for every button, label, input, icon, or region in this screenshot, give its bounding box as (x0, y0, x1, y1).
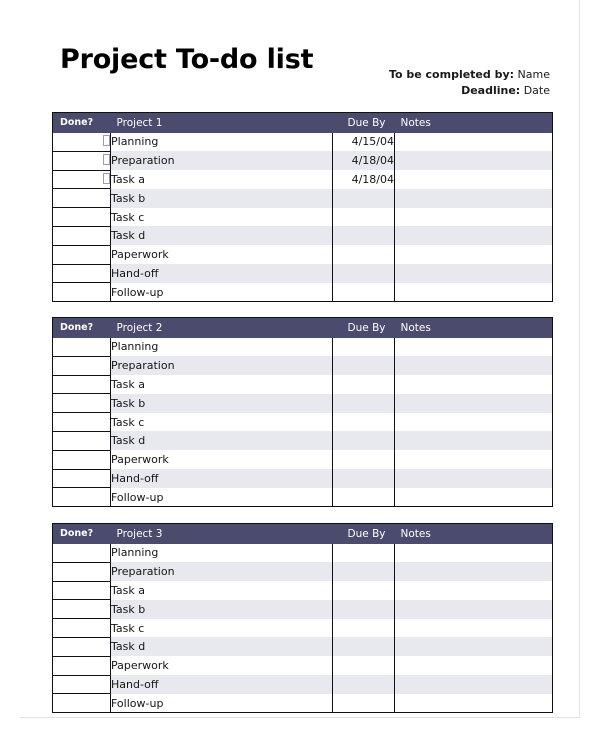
notes-cell[interactable] (395, 600, 553, 619)
done-checkbox-cell[interactable] (53, 133, 111, 152)
task-name-cell[interactable]: Preparation (111, 356, 333, 375)
notes-cell[interactable] (395, 450, 553, 469)
meta-value-completed-by: Name (517, 68, 550, 81)
due-date-cell[interactable] (333, 469, 395, 488)
column-header-done: Done? (53, 524, 111, 544)
done-checkbox-cell[interactable] (53, 694, 111, 713)
due-date-cell[interactable] (333, 375, 395, 394)
notes-cell[interactable] (395, 637, 553, 656)
due-date-cell[interactable] (333, 656, 395, 675)
task-name-cell[interactable]: Task a (111, 170, 333, 189)
done-checkbox-cell[interactable] (53, 356, 111, 375)
task-name-cell[interactable]: Task a (111, 581, 333, 600)
due-date-cell[interactable] (333, 338, 395, 357)
table-row (53, 226, 553, 245)
due-date-cell[interactable]: 4/18/04 (333, 170, 395, 189)
task-name-cell[interactable]: Task d (111, 431, 333, 450)
done-checkbox-cell[interactable] (53, 600, 111, 619)
table-row (53, 413, 553, 432)
done-checkbox-cell[interactable] (53, 562, 111, 581)
column-header-project: Project 1 (111, 113, 333, 133)
done-checkbox-cell[interactable] (53, 675, 111, 694)
notes-cell[interactable] (395, 619, 553, 638)
checkbox-placeholder-icon (103, 135, 110, 146)
table-row (53, 600, 553, 619)
todo-table (52, 317, 553, 507)
due-date-cell[interactable] (333, 283, 395, 302)
table-row (53, 133, 553, 152)
meta-label-completed-by: To be completed by: (388, 68, 515, 81)
done-checkbox-cell[interactable] (53, 450, 111, 469)
notes-cell[interactable] (395, 562, 553, 581)
table-row (53, 469, 553, 488)
table-row (53, 170, 553, 189)
notes-cell[interactable] (395, 283, 553, 302)
done-checkbox-cell[interactable] (53, 208, 111, 227)
page-sheet (20, 0, 580, 718)
task-name-cell[interactable]: Paperwork (111, 245, 333, 264)
due-date-cell[interactable]: 4/18/04 (333, 151, 395, 170)
column-header-project: Project 3 (111, 524, 333, 544)
notes-cell[interactable] (395, 356, 553, 375)
column-header-notes: Notes (395, 318, 553, 338)
due-date-cell[interactable] (333, 356, 395, 375)
notes-cell[interactable] (395, 469, 553, 488)
due-date-cell[interactable] (333, 562, 395, 581)
table-header-row (53, 318, 553, 338)
task-name-cell[interactable]: Planning (111, 133, 333, 152)
table-row (53, 694, 553, 713)
table-row (53, 189, 553, 208)
notes-cell[interactable] (395, 488, 553, 507)
due-date-cell[interactable] (333, 264, 395, 283)
page-title: Project To-do list (60, 44, 314, 75)
task-name-cell[interactable]: Preparation (111, 151, 333, 170)
table-row (53, 338, 553, 357)
task-name-cell[interactable]: Follow-up (111, 488, 333, 507)
task-name-cell[interactable]: Task c (111, 208, 333, 227)
task-name-cell[interactable]: Task b (111, 600, 333, 619)
done-checkbox-cell[interactable] (53, 226, 111, 245)
done-checkbox-cell[interactable] (53, 338, 111, 357)
table-row (53, 375, 553, 394)
meta-line-deadline (389, 83, 550, 99)
done-checkbox-cell[interactable] (53, 581, 111, 600)
document-header (20, 44, 580, 96)
task-name-cell[interactable]: Hand-off (111, 675, 333, 694)
done-checkbox-cell[interactable] (53, 469, 111, 488)
task-name-cell[interactable]: Paperwork (111, 656, 333, 675)
due-date-cell[interactable] (333, 637, 395, 656)
table-row (53, 245, 553, 264)
notes-cell[interactable] (395, 694, 553, 713)
due-date-cell[interactable] (333, 413, 395, 432)
notes-cell[interactable] (395, 189, 553, 208)
table-row (53, 264, 553, 283)
done-checkbox-cell[interactable] (53, 656, 111, 675)
done-checkbox-cell[interactable] (53, 394, 111, 413)
task-name-cell[interactable]: Task d (111, 637, 333, 656)
table-row (53, 356, 553, 375)
column-header-due-by: Due By (333, 113, 395, 133)
due-date-cell[interactable] (333, 619, 395, 638)
done-checkbox-cell[interactable] (53, 170, 111, 189)
done-checkbox-cell[interactable] (53, 413, 111, 432)
notes-cell[interactable] (395, 338, 553, 357)
task-name-cell[interactable]: Task a (111, 375, 333, 394)
column-header-due-by: Due By (333, 524, 395, 544)
done-checkbox-cell[interactable] (53, 245, 111, 264)
due-date-cell[interactable] (333, 431, 395, 450)
meta-value-deadline: Date (523, 84, 550, 97)
due-date-cell[interactable] (333, 694, 395, 713)
project-table-3 (52, 523, 552, 713)
due-date-cell[interactable] (333, 189, 395, 208)
column-header-notes: Notes (395, 524, 553, 544)
notes-cell[interactable] (395, 133, 553, 152)
notes-cell[interactable] (395, 431, 553, 450)
notes-cell[interactable] (395, 245, 553, 264)
done-checkbox-cell[interactable] (53, 151, 111, 170)
due-date-cell[interactable] (333, 450, 395, 469)
table-row (53, 151, 553, 170)
due-date-cell[interactable] (333, 245, 395, 264)
due-date-cell[interactable] (333, 544, 395, 563)
notes-cell[interactable] (395, 264, 553, 283)
table-row (53, 431, 553, 450)
task-name-cell[interactable]: Hand-off (111, 264, 333, 283)
notes-cell[interactable] (395, 375, 553, 394)
meta-label-deadline: Deadline: (461, 84, 521, 97)
task-name-cell[interactable]: Planning (111, 338, 333, 357)
due-date-cell[interactable] (333, 394, 395, 413)
column-header-project: Project 2 (111, 318, 333, 338)
task-name-cell[interactable]: Paperwork (111, 450, 333, 469)
done-checkbox-cell[interactable] (53, 637, 111, 656)
due-date-cell[interactable] (333, 488, 395, 507)
column-header-done: Done? (53, 318, 111, 338)
done-checkbox-cell[interactable] (53, 431, 111, 450)
task-name-cell[interactable]: Task b (111, 394, 333, 413)
notes-cell[interactable] (395, 394, 553, 413)
table-row (53, 637, 553, 656)
task-name-cell[interactable]: Preparation (111, 562, 333, 581)
column-header-done: Done? (53, 113, 111, 133)
table-row (53, 488, 553, 507)
notes-cell[interactable] (395, 151, 553, 170)
task-name-cell[interactable]: Task d (111, 226, 333, 245)
notes-cell[interactable] (395, 544, 553, 563)
table-header-row (53, 524, 553, 544)
done-checkbox-cell[interactable] (53, 544, 111, 563)
table-row (53, 544, 553, 563)
table-row (53, 283, 553, 302)
done-checkbox-cell[interactable] (53, 189, 111, 208)
column-header-notes: Notes (395, 113, 553, 133)
due-date-cell[interactable] (333, 208, 395, 227)
notes-cell[interactable] (395, 226, 553, 245)
due-date-cell[interactable] (333, 675, 395, 694)
done-checkbox-cell[interactable] (53, 488, 111, 507)
meta-line-completed-by (389, 67, 550, 83)
todo-table (52, 523, 553, 713)
project-table-1 (52, 112, 552, 302)
notes-cell[interactable] (395, 170, 553, 189)
table-row (53, 656, 553, 675)
done-checkbox-cell[interactable] (53, 619, 111, 638)
notes-cell[interactable] (395, 675, 553, 694)
todo-table (52, 112, 553, 302)
table-row (53, 394, 553, 413)
due-date-cell[interactable]: 4/15/04 (333, 133, 395, 152)
table-row (53, 619, 553, 638)
done-checkbox-cell[interactable] (53, 264, 111, 283)
done-checkbox-cell[interactable] (53, 375, 111, 394)
column-header-due-by: Due By (333, 318, 395, 338)
checkbox-placeholder-icon (103, 154, 110, 165)
task-name-cell[interactable]: Task c (111, 413, 333, 432)
table-row (53, 450, 553, 469)
notes-cell[interactable] (395, 656, 553, 675)
task-name-cell[interactable]: Task c (111, 619, 333, 638)
notes-cell[interactable] (395, 581, 553, 600)
meta-block (389, 67, 550, 99)
table-header-row (53, 113, 553, 133)
notes-cell[interactable] (395, 413, 553, 432)
due-date-cell[interactable] (333, 226, 395, 245)
table-row (53, 208, 553, 227)
checkbox-placeholder-icon (103, 173, 110, 184)
task-name-cell[interactable]: Hand-off (111, 469, 333, 488)
notes-cell[interactable] (395, 208, 553, 227)
task-name-cell[interactable]: Task b (111, 189, 333, 208)
due-date-cell[interactable] (333, 581, 395, 600)
done-checkbox-cell[interactable] (53, 283, 111, 302)
project-table-2 (52, 317, 552, 507)
task-name-cell[interactable]: Follow-up (111, 283, 333, 302)
table-row (53, 562, 553, 581)
table-row (53, 581, 553, 600)
due-date-cell[interactable] (333, 600, 395, 619)
task-name-cell[interactable]: Follow-up (111, 694, 333, 713)
table-row (53, 675, 553, 694)
task-name-cell[interactable]: Planning (111, 544, 333, 563)
